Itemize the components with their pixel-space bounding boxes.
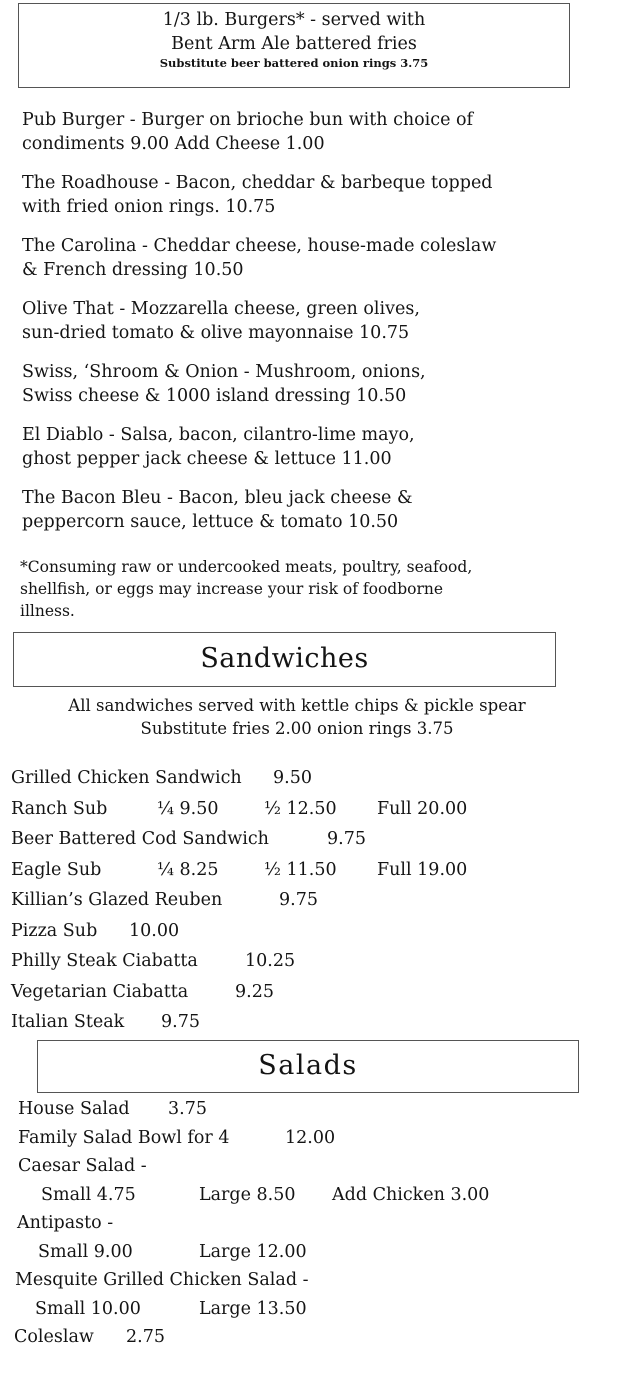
burgers-header-box [18, 3, 570, 88]
salad-item [0, 1268, 624, 1297]
burger-item-line1: El Diablo - Salsa, bacon, cilantro-lime mayo, [22, 425, 415, 445]
salads-section-title: Salads [258, 1050, 358, 1081]
sandwiches-note [0, 694, 594, 740]
sandwich-item [11, 919, 611, 950]
burgers-header-line1: 1/3 lb. Burgers* - served with [162, 10, 426, 30]
salad-add-chicken: Add Chicken 3.00 [332, 1184, 490, 1205]
burger-item-line1: The Roadhouse - Bacon, cheddar & barbeque topped [22, 173, 493, 193]
salad-item [0, 1097, 624, 1126]
burger-item [22, 423, 612, 486]
burger-item-line2: & French dressing 10.50 [22, 260, 244, 280]
salad-name: Antipasto - [17, 1213, 114, 1233]
sandwiches-note-line2: Substitute fries 2.00 onion rings 3.75 [140, 719, 454, 738]
sandwich-price-full: Full 20.00 [377, 798, 468, 819]
sandwiches-section-box [13, 632, 556, 687]
salad-item [0, 1211, 624, 1240]
sandwich-price-half: ½ 11.50 [264, 859, 337, 880]
sandwiches-note-line1: All sandwiches served with kettle chips & pickle spear [68, 696, 526, 715]
sandwich-item [11, 797, 611, 828]
burger-item-line2: with fried onion rings. 10.75 [22, 197, 276, 217]
salad-price: 3.75 [168, 1099, 207, 1119]
sandwich-name: Philly Steak Ciabatta [11, 951, 198, 971]
burger-item [22, 108, 612, 171]
sandwich-price: 9.75 [279, 890, 318, 910]
salad-name: Mesquite Grilled Chicken Salad - [15, 1270, 309, 1290]
salad-size-row [0, 1297, 624, 1326]
sandwich-item [11, 888, 611, 919]
sandwich-item [11, 858, 611, 889]
sandwich-price: 10.00 [129, 920, 180, 941]
salad-large-price: Large 13.50 [199, 1298, 307, 1319]
sandwich-name: Italian Steak [11, 1012, 125, 1032]
sandwich-name: Vegetarian Ciabatta [11, 981, 189, 1002]
sandwiches-section-title: Sandwiches [200, 643, 369, 674]
salad-small-price: Small 4.75 [41, 1184, 136, 1205]
salad-name: Family Salad Bowl for 4 [18, 1127, 230, 1148]
sandwich-item [11, 980, 611, 1011]
sandwich-price-half: ½ 12.50 [264, 798, 337, 819]
sandwich-price: 9.75 [161, 1012, 200, 1032]
burger-item-line1: The Bacon Bleu - Bacon, bleu jack cheese & [22, 488, 413, 508]
sandwich-price-quarter: ¼ 8.25 [157, 859, 219, 880]
sandwich-price-full: Full 19.00 [377, 859, 468, 880]
sandwich-item [11, 949, 611, 980]
burger-item [22, 486, 612, 549]
salad-price: 12.00 [285, 1127, 336, 1148]
sandwich-price-quarter: ¼ 9.50 [157, 798, 219, 819]
sandwich-price: 9.50 [273, 768, 312, 788]
burger-item [22, 360, 612, 423]
disclaimer-line1: *Consuming raw or undercooked meats, poultry, seafood, [20, 558, 473, 576]
sandwich-item [11, 827, 611, 858]
burger-item-line1: The Carolina - Cheddar cheese, house-made coleslaw [22, 236, 497, 256]
burger-item-line2: Swiss cheese & 1000 island dressing 10.50 [22, 386, 407, 406]
burger-list [22, 108, 612, 549]
burger-item [22, 234, 612, 297]
burger-item-line1: Swiss, ‘Shroom & Onion - Mushroom, onions, [22, 362, 426, 382]
sandwich-name: Grilled Chicken Sandwich [11, 768, 242, 788]
burger-item-line1: Pub Burger - Burger on brioche bun with choice of [22, 110, 474, 130]
salad-small-price: Small 9.00 [38, 1241, 133, 1262]
burger-item [22, 171, 612, 234]
burger-item [22, 297, 612, 360]
sandwich-item [11, 766, 611, 797]
burger-item-line1: Olive That - Mozzarella cheese, green olives, [22, 299, 420, 319]
sandwich-name: Beer Battered Cod Sandwich [11, 829, 269, 849]
burger-item-line2: sun-dried tomato & olive mayonnaise 10.75 [22, 323, 410, 343]
burgers-header-line2: Bent Arm Ale battered fries [171, 34, 417, 54]
salad-size-row [0, 1240, 624, 1269]
salad-large-price: Large 12.00 [199, 1241, 307, 1262]
salad-size-row [0, 1183, 624, 1212]
burgers-header-substitute: Substitute beer battered onion rings 3.75 [159, 56, 429, 70]
salad-price: 2.75 [126, 1327, 165, 1347]
sandwich-name: Ranch Sub [11, 798, 108, 819]
disclaimer-line3: illness. [20, 602, 75, 620]
sandwich-name: Killian’s Glazed Reuben [11, 890, 223, 910]
sandwich-item [11, 1010, 611, 1041]
salad-name: Caesar Salad - [18, 1156, 147, 1176]
sandwich-price: 9.25 [235, 981, 274, 1002]
sandwich-name: Eagle Sub [11, 859, 102, 880]
burger-item-line2: condiments 9.00 Add Cheese 1.00 [22, 134, 325, 154]
salad-item [0, 1126, 624, 1155]
sandwich-price: 9.75 [327, 829, 366, 849]
disclaimer-line2: shellfish, or eggs may increase your risk of foodborne [20, 580, 444, 598]
sandwich-list [11, 766, 611, 1041]
salad-item [0, 1154, 624, 1183]
burger-item-line2: ghost pepper jack cheese & lettuce 11.00 [22, 449, 392, 469]
salad-name: Coleslaw [14, 1327, 94, 1347]
sandwich-name: Pizza Sub [11, 920, 98, 941]
salad-large-price: Large 8.50 [199, 1184, 296, 1205]
sandwich-price: 10.25 [245, 951, 296, 971]
salad-list [0, 1097, 624, 1354]
salad-item [0, 1325, 624, 1354]
salad-name: House Salad [18, 1099, 130, 1119]
foodborne-disclaimer [20, 556, 615, 622]
salad-small-price: Small 10.00 [35, 1298, 141, 1319]
burger-item-line2: peppercorn sauce, lettuce & tomato 10.50 [22, 512, 399, 532]
salads-section-box [37, 1040, 579, 1093]
